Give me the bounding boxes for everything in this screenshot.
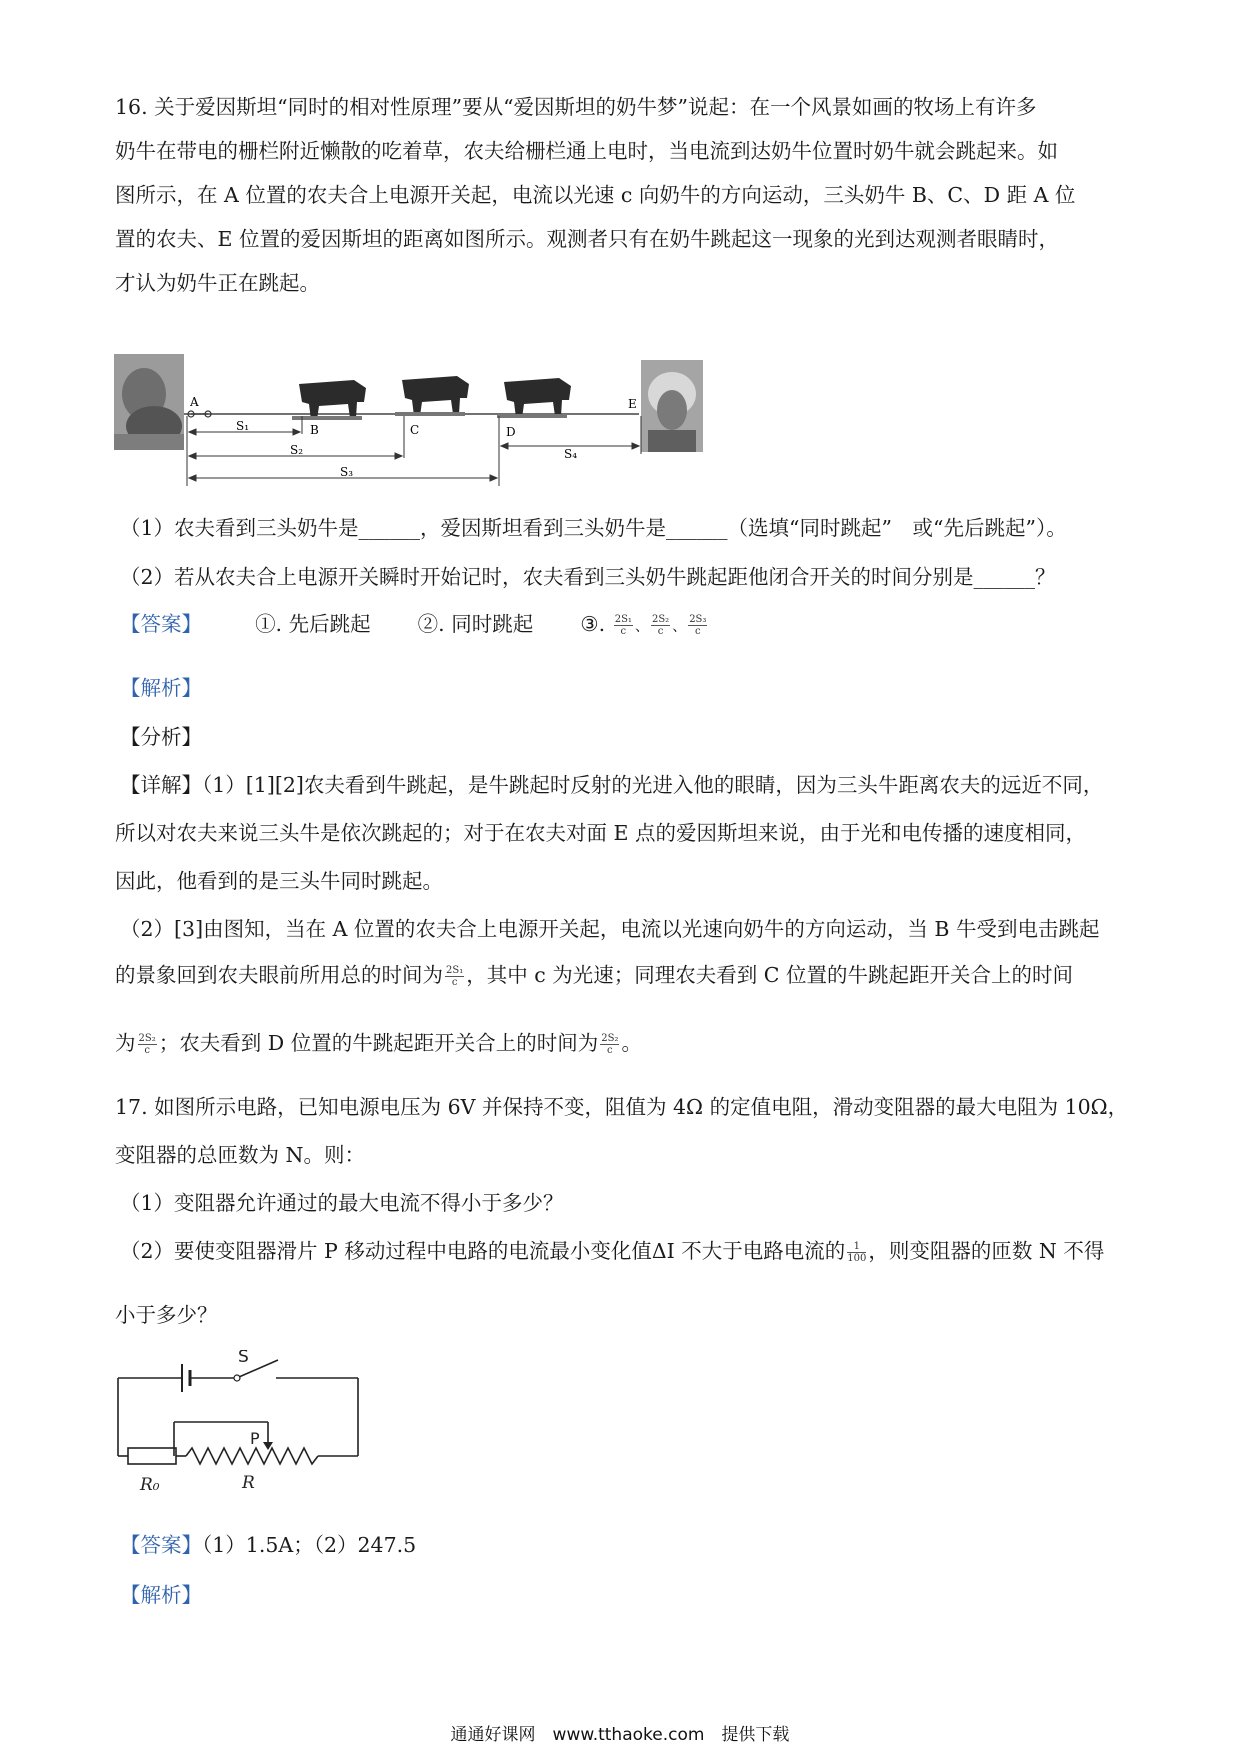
label-r: R bbox=[242, 1473, 255, 1493]
q17-answer-line: 【答案】（1）1.5A；（2）247.5 bbox=[120, 1533, 417, 1557]
q16-intro-line-3: 图所示，在 A 位置的农夫合上电源开关起，电流以光速 c 向奶牛的方向运动，三头奶牛 B、C、D 距 A 位 bbox=[115, 183, 1076, 207]
answer-3: ③. bbox=[580, 612, 606, 636]
detail-fraction-1: $\frac{\text{2S₁}}{c}$ bbox=[446, 965, 464, 988]
label-e: E bbox=[628, 397, 637, 411]
q17-sub-1: （1）变阻器允许通过的最大电流不得小于多少？ bbox=[120, 1191, 564, 1215]
einstein-cow-dream-figure bbox=[114, 354, 714, 494]
answer-fraction-1: $\frac{\text{2S₁}}{c}$ bbox=[614, 614, 632, 637]
q16-intro-line-5: 才认为奶牛正在跳起。 bbox=[115, 271, 320, 295]
q17-intro-line-2: 变阻器的总匝数为 N。则： bbox=[115, 1143, 365, 1167]
farmer-photo bbox=[114, 354, 184, 450]
answer-fraction-2: $\frac{\text{2S₂}}{c}$ bbox=[651, 614, 670, 637]
circuit-diagram bbox=[110, 1350, 370, 1500]
q16-sub-2: （2）若从农夫合上电源开关瞬时开始记时，农夫看到三头奶牛跳起距他闭合开关的时间分别是______？ bbox=[120, 565, 1056, 589]
label-s4: S₄ bbox=[564, 447, 578, 461]
label-s3: S₃ bbox=[340, 465, 354, 479]
label-d: D bbox=[506, 425, 516, 439]
cow-c bbox=[395, 376, 469, 416]
answer-1: ①. 先后跳起 bbox=[255, 612, 371, 636]
label-s1: S₁ bbox=[236, 419, 250, 433]
q16-detail-line-6: 为 $\frac{\text{2S₂}}{c}$ ；农夫看到 D 位置的牛跳起距开关合上的时间为 $\frac{\text{2S₂}}{c}$ 。 bbox=[115, 1031, 642, 1056]
detail-fraction-2: $\frac{\text{2S₂}}{c}$ bbox=[138, 1033, 156, 1056]
q16-detail-line-3: 因此，他看到的是三头牛同时跳起。 bbox=[115, 869, 443, 893]
q16-jiexi-tag: 【解析】 bbox=[120, 676, 202, 700]
q16-detail-line-1: 【详解】（1）[1][2]农夫看到牛跳起，是牛跳起时反射的光进入他的眼睛，因为三头牛距离农夫的远近不同， bbox=[120, 773, 1104, 797]
label-slider-p: P bbox=[250, 1429, 260, 1448]
q16-intro-line-4: 置的农夫、E 位置的爱因斯坦的距离如图所示。观测者只有在奶牛跳起这一现象的光到达观测者眼睛时， bbox=[115, 227, 1059, 251]
q16-detail-line-5: 的景象回到农夫眼前所用总的时间为 $\frac{\text{2S₁}}{c}$ ，其中 c 为光速；同理农夫看到 C 位置的牛跳起距开关合上的时间 bbox=[115, 963, 1073, 988]
q16-detail-line-2: 所以对农夫来说三头牛是依次跳起的；对于在农夫对面 E 点的爱因斯坦来说，由于光和电传播的速度相同， bbox=[115, 821, 1086, 845]
q17-sub-2-cont: 小于多少？ bbox=[115, 1303, 218, 1327]
label-r0: R₀ bbox=[140, 1475, 160, 1495]
q17-jiexi-tag: 【解析】 bbox=[120, 1583, 202, 1607]
einstein-photo bbox=[641, 360, 703, 452]
q17-fraction: $\frac{1}{100}$ bbox=[847, 1241, 867, 1264]
label-switch-s: S bbox=[238, 1350, 249, 1367]
q17-sub-2: （2）要使变阻器滑片 P 移动过程中电路的电流最小变化值ΔI 不大于电路电流的 $\frac{1}{100}$ ，则变阻器的匝数 N 不得 bbox=[120, 1239, 1105, 1264]
label-a: A bbox=[190, 395, 199, 409]
answer-tag: 【答案】 bbox=[120, 612, 202, 636]
q16-intro-line-2: 奶牛在带电的栅栏附近懒散的吃着草，农夫给栅栏通上电时，当电流到达奶牛位置时奶牛就会跳起来。如 bbox=[115, 139, 1058, 163]
label-s2: S₂ bbox=[290, 443, 304, 457]
answer-fraction-3: $\frac{\text{2S₃}}{c}$ bbox=[689, 614, 707, 637]
q16-fenxi-tag: 【分析】 bbox=[120, 725, 202, 749]
cow-d bbox=[497, 378, 571, 418]
label-c: C bbox=[410, 423, 420, 437]
detail-fraction-3: $\frac{\text{2S₂}}{c}$ bbox=[601, 1033, 619, 1056]
q17-intro-line-1: 17. 如图所示电路，已知电源电压为 6V 并保持不变，阻值为 4Ω 的定值电阻，滑动变阻器的最大电阻为 10Ω， bbox=[115, 1095, 1129, 1119]
q16-answer-line: 【答案】 ①. 先后跳起 ②. 同时跳起 ③. $\frac{\text{2S₁}}{c}$ 、 $\frac{\text{2S₂}}{c}$ 、 $\frac{\text{2S₃}}{c}$ bbox=[120, 612, 707, 637]
page-footer: 通通好课网 www.tthaoke.com 提供下载 bbox=[450, 1725, 790, 1745]
label-b: B bbox=[310, 423, 319, 437]
q16-detail-line-4: （2）[3]由图知，当在 A 位置的农夫合上电源开关起，电流以光速向奶牛的方向运动，当 B 牛受到电击跳起 bbox=[120, 917, 1100, 941]
q16-sub-1: （1）农夫看到三头奶牛是______，爱因斯坦看到三头奶牛是______（选填“同时跳起” 或“先后跳起”）。 bbox=[120, 516, 1067, 540]
answer-2: ②. 同时跳起 bbox=[417, 612, 534, 636]
q16-intro-line-1: 16. 关于爱因斯坦“同时的相对性原理”要从“爱因斯坦的奶牛梦”说起：在一个风景如画的牧场上有许多 bbox=[115, 95, 1037, 119]
